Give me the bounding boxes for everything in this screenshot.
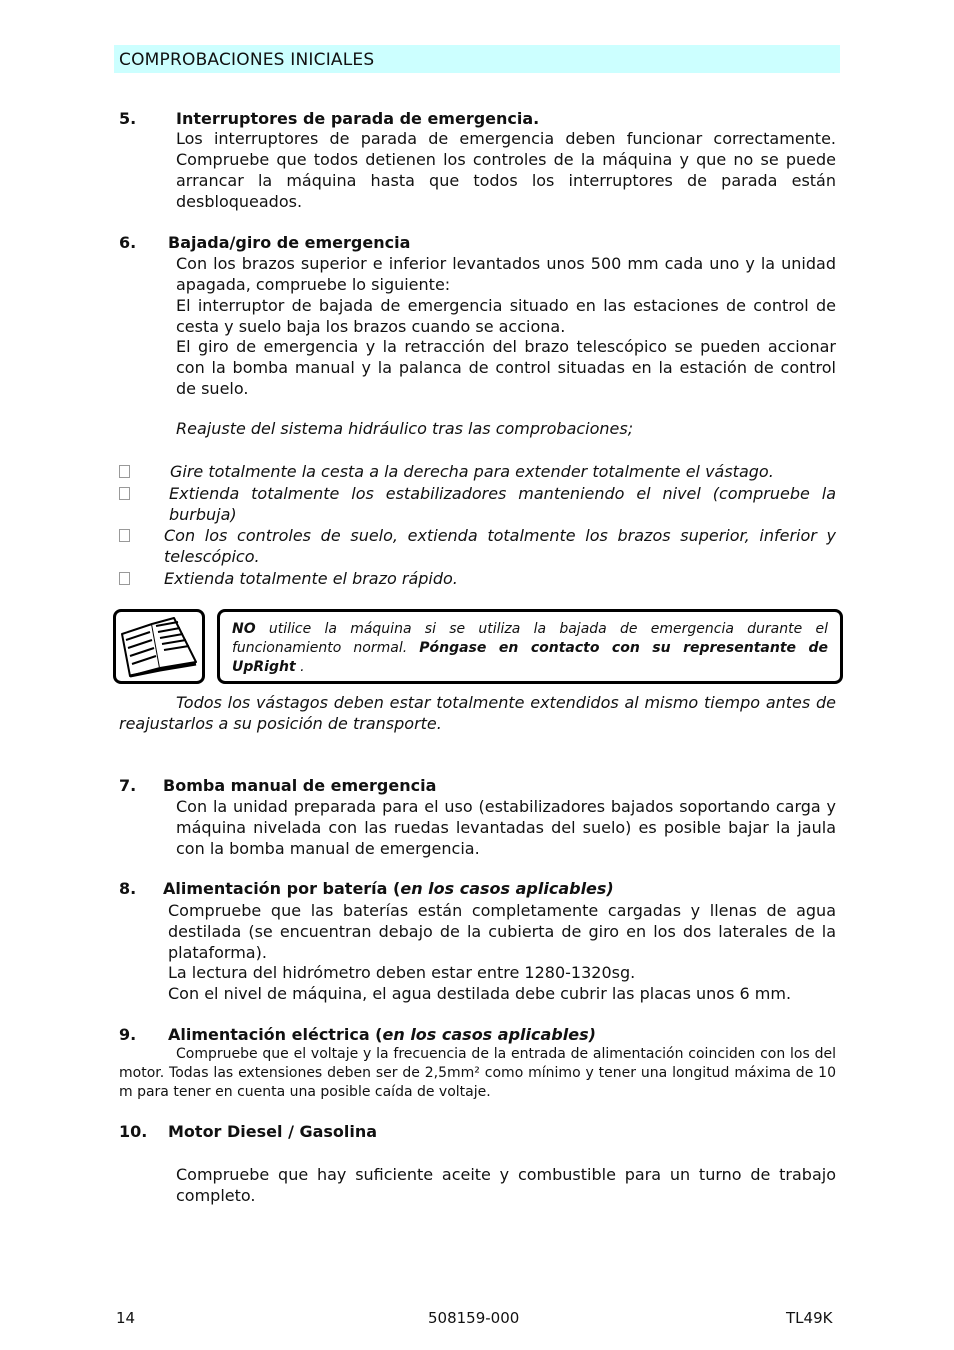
section-5-body: Los interruptores de parada de emergencia deben funcionar correctamente. Compruebe que todos detienen los controles de la máquina y que no se puede arrancar la máquina hasta que todos los interruptores de parada están desbloqueados. bbox=[176, 129, 836, 211]
hydraulic-reset-heading: Reajuste del sistema hidráulico tras las comprobaciones; bbox=[176, 419, 634, 438]
manual-book-icon bbox=[116, 612, 202, 681]
warning-note-text bbox=[232, 620, 828, 677]
section-10-body: Compruebe que hay suficiente aceite y combustible para un turno de trabajo completo. bbox=[176, 1165, 836, 1205]
document-code: 508159-000 bbox=[428, 1309, 520, 1327]
section-9-title bbox=[168, 1025, 596, 1044]
transport-position-note: Todos los vástagos deben estar totalmente extendidos al mismo tiempo antes de reajustarlos a su posición de transporte. bbox=[119, 693, 836, 733]
section-header-title: COMPROBACIONES INICIALES bbox=[119, 50, 375, 70]
section-6-title: Bajada/giro de emergencia bbox=[168, 233, 411, 252]
bullet-item-1: Gire totalmente la cesta a la derecha para extender totalmente el vástago. bbox=[170, 462, 774, 481]
bullet-item-2: Extienda totalmente los estabilizadores manteniendo el nivel (compruebe la burbuja) bbox=[169, 484, 836, 524]
section-6-paragraph-1: Con los brazos superior e inferior levantados unos 500 mm cada uno y la unidad apagada, compruebe lo siguiente: bbox=[176, 254, 836, 294]
section-8-title-text: Alimentación por batería ( bbox=[163, 879, 401, 898]
section-9-body: Compruebe que el voltaje y la frecuencia de la entrada de alimentación coinciden con los del motor. Todas las extensiones deben ser de 2,5mm² como mínimo y tener una longitud máxima de 10 m para tener en cuenta una posible caída de voltaje. bbox=[119, 1046, 836, 1100]
section-header bbox=[114, 45, 840, 73]
note-tail: . bbox=[295, 659, 305, 675]
note-contact: Póngase en contacto con su representante de UpRight bbox=[232, 640, 829, 675]
section-9-title-text: Alimentación eléctrica ( bbox=[168, 1025, 383, 1044]
bullet-marker bbox=[119, 529, 130, 542]
section-6-paragraph-2: El interruptor de bajada de emergencia situado en las estaciones de control de cesta y suelo baja los brazos cuando se acciona. bbox=[176, 296, 836, 336]
section-7-number: 7. bbox=[119, 776, 137, 795]
bullet-marker bbox=[119, 487, 130, 500]
section-9-title-italic: en los casos aplicables) bbox=[382, 1025, 596, 1044]
section-8-title-italic: en los casos aplicables) bbox=[400, 879, 614, 898]
bullet-item-4: Extienda totalmente el brazo rápido. bbox=[164, 569, 458, 588]
section-8-paragraph-3: Con el nivel de máquina, el agua destilada debe cubrir las placas unos 6 mm. bbox=[168, 984, 792, 1003]
section-9-number: 9. bbox=[119, 1025, 137, 1044]
section-10-title: Motor Diesel / Gasolina bbox=[168, 1122, 378, 1141]
page-number: 14 bbox=[116, 1309, 136, 1327]
bullet-item-3: Con los controles de suelo, extienda totalmente los brazos superior, inferior y telescópico. bbox=[164, 526, 836, 566]
section-7-body: Con la unidad preparada para el uso (estabilizadores bajados soportando carga y máquina nivelada con las ruedas levantadas del suelo) es posible bajar la jaula con la bomba manual de emergencia. bbox=[176, 797, 836, 858]
warning-note bbox=[217, 609, 843, 684]
section-5-number: 5. bbox=[119, 109, 137, 128]
section-6-paragraph-3: El giro de emergencia y la retracción del brazo telescópico se pueden accionar con la bomba manual y la palanca de control situadas en la estación de control de suelo. bbox=[176, 337, 836, 398]
section-6-number: 6. bbox=[119, 233, 137, 252]
section-7-title: Bomba manual de emergencia bbox=[163, 776, 437, 795]
section-5-title: Interruptores de parada de emergencia. bbox=[176, 109, 540, 128]
section-10-number: 10. bbox=[119, 1122, 148, 1141]
manual-book-icon-frame bbox=[113, 609, 205, 684]
bullet-marker bbox=[119, 572, 130, 585]
model-name: TL49K bbox=[786, 1309, 833, 1327]
note-lead: NO bbox=[232, 621, 256, 637]
section-8-title bbox=[163, 879, 614, 898]
section-8-number: 8. bbox=[119, 879, 137, 898]
bullet-marker bbox=[119, 465, 130, 478]
section-8-paragraph-2: La lectura del hidrómetro deben estar entre 1280-1320sg. bbox=[168, 963, 636, 982]
section-8-paragraph-1: Compruebe que las baterías están completamente cargadas y llenas de agua destilada (se encuentran debajo de la cubierta de giro en los dos laterales de la plataforma). bbox=[168, 901, 836, 962]
note-body: utilice la máquina si se utiliza la bajada de emergencia durante el funcionamiento normal. bbox=[232, 621, 828, 656]
